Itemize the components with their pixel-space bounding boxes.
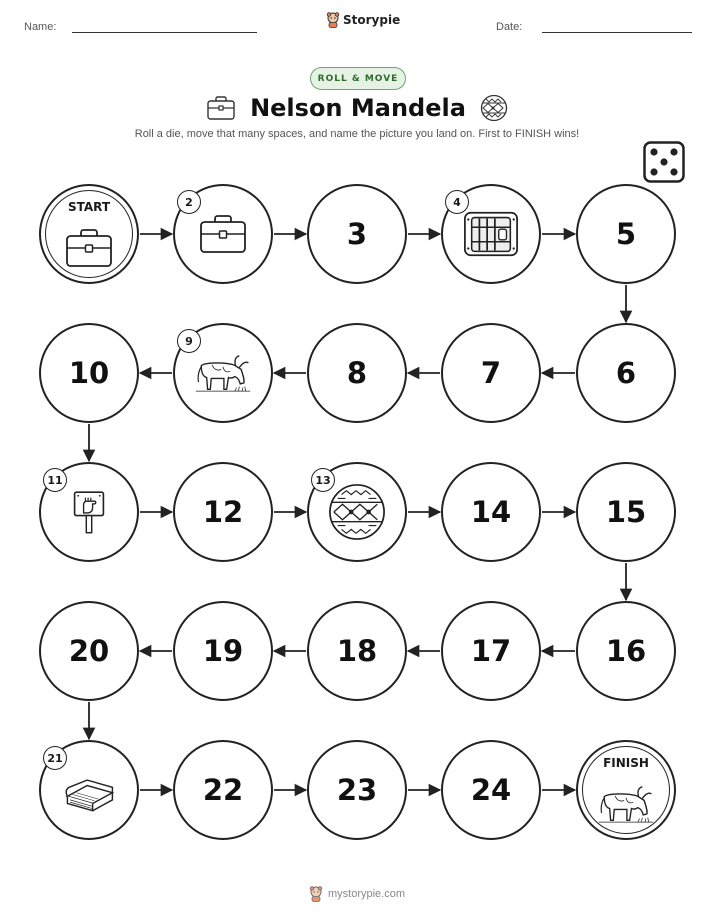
- cow-icon: [597, 784, 655, 824]
- space-number: 16: [605, 634, 647, 668]
- prison-door-icon: [462, 209, 520, 259]
- board-space-8: [307, 323, 407, 423]
- space-number: 5: [615, 217, 637, 251]
- briefcase-icon: [64, 227, 114, 269]
- space-number: 15: [605, 495, 647, 529]
- space-number: 20: [68, 634, 110, 668]
- space-number-badge: 13: [311, 468, 335, 492]
- page-title: Nelson Mandela: [250, 94, 466, 122]
- space-number-badge: 2: [177, 190, 201, 214]
- board-space-4: [441, 184, 541, 284]
- activity-tag: ROLL & MOVE: [310, 67, 406, 90]
- briefcase-icon: [198, 213, 248, 255]
- start-label: START: [67, 200, 111, 214]
- space-number: 6: [615, 356, 637, 390]
- footer: [0, 886, 714, 902]
- board-space-17: [441, 601, 541, 701]
- brand-name: Storypie: [343, 13, 401, 27]
- space-number: 10: [68, 356, 110, 390]
- board-space-13: [307, 462, 407, 562]
- space-number: 24: [470, 773, 512, 807]
- board-space-18: [307, 601, 407, 701]
- space-number: 18: [336, 634, 378, 668]
- storypie-mascot-icon: [309, 886, 323, 902]
- space-number-badge: 9: [177, 329, 201, 353]
- book-icon: [62, 767, 116, 813]
- space-number: 23: [336, 773, 378, 807]
- board-space-12: [173, 462, 273, 562]
- finish-label: FINISH: [603, 756, 649, 770]
- board-space-23: [307, 740, 407, 840]
- footer-site[interactable]: mystorypie.com: [327, 888, 406, 900]
- space-number: 12: [202, 495, 244, 529]
- board-space-6: [576, 323, 676, 423]
- beaded-pattern-icon: [328, 483, 386, 541]
- board-space-3: [307, 184, 407, 284]
- space-number: 3: [346, 217, 368, 251]
- name-label: Name:: [24, 21, 57, 33]
- space-number: 14: [470, 495, 512, 529]
- board-space-22: [173, 740, 273, 840]
- board-space-5: [576, 184, 676, 284]
- cow-icon: [194, 353, 252, 393]
- space-number-badge: 21: [43, 746, 67, 770]
- finish-space: [576, 740, 676, 840]
- board-space-15: [576, 462, 676, 562]
- board-space-21: [39, 740, 139, 840]
- protest-sign-icon: [71, 489, 107, 535]
- board-space-9: [173, 323, 273, 423]
- space-number: 22: [202, 773, 244, 807]
- date-label: Date:: [496, 21, 523, 33]
- space-number-badge: 4: [445, 190, 469, 214]
- space-number-badge: 11: [43, 468, 67, 492]
- space-number: 8: [346, 356, 368, 390]
- space-number: 17: [470, 634, 512, 668]
- start-space: [39, 184, 139, 284]
- board-space-10: [39, 323, 139, 423]
- board-space-19: [173, 601, 273, 701]
- space-number: 7: [480, 356, 502, 390]
- board-space-16: [576, 601, 676, 701]
- board-space-2: [173, 184, 273, 284]
- space-number: 19: [202, 634, 244, 668]
- board-space-7: [441, 323, 541, 423]
- instructions: Roll a die, move that many spaces, and name the picture you land on. First to FINISH wins!: [134, 128, 580, 140]
- board-space-20: [39, 601, 139, 701]
- board-space-24: [441, 740, 541, 840]
- board-space-14: [441, 462, 541, 562]
- board-space-11: [39, 462, 139, 562]
